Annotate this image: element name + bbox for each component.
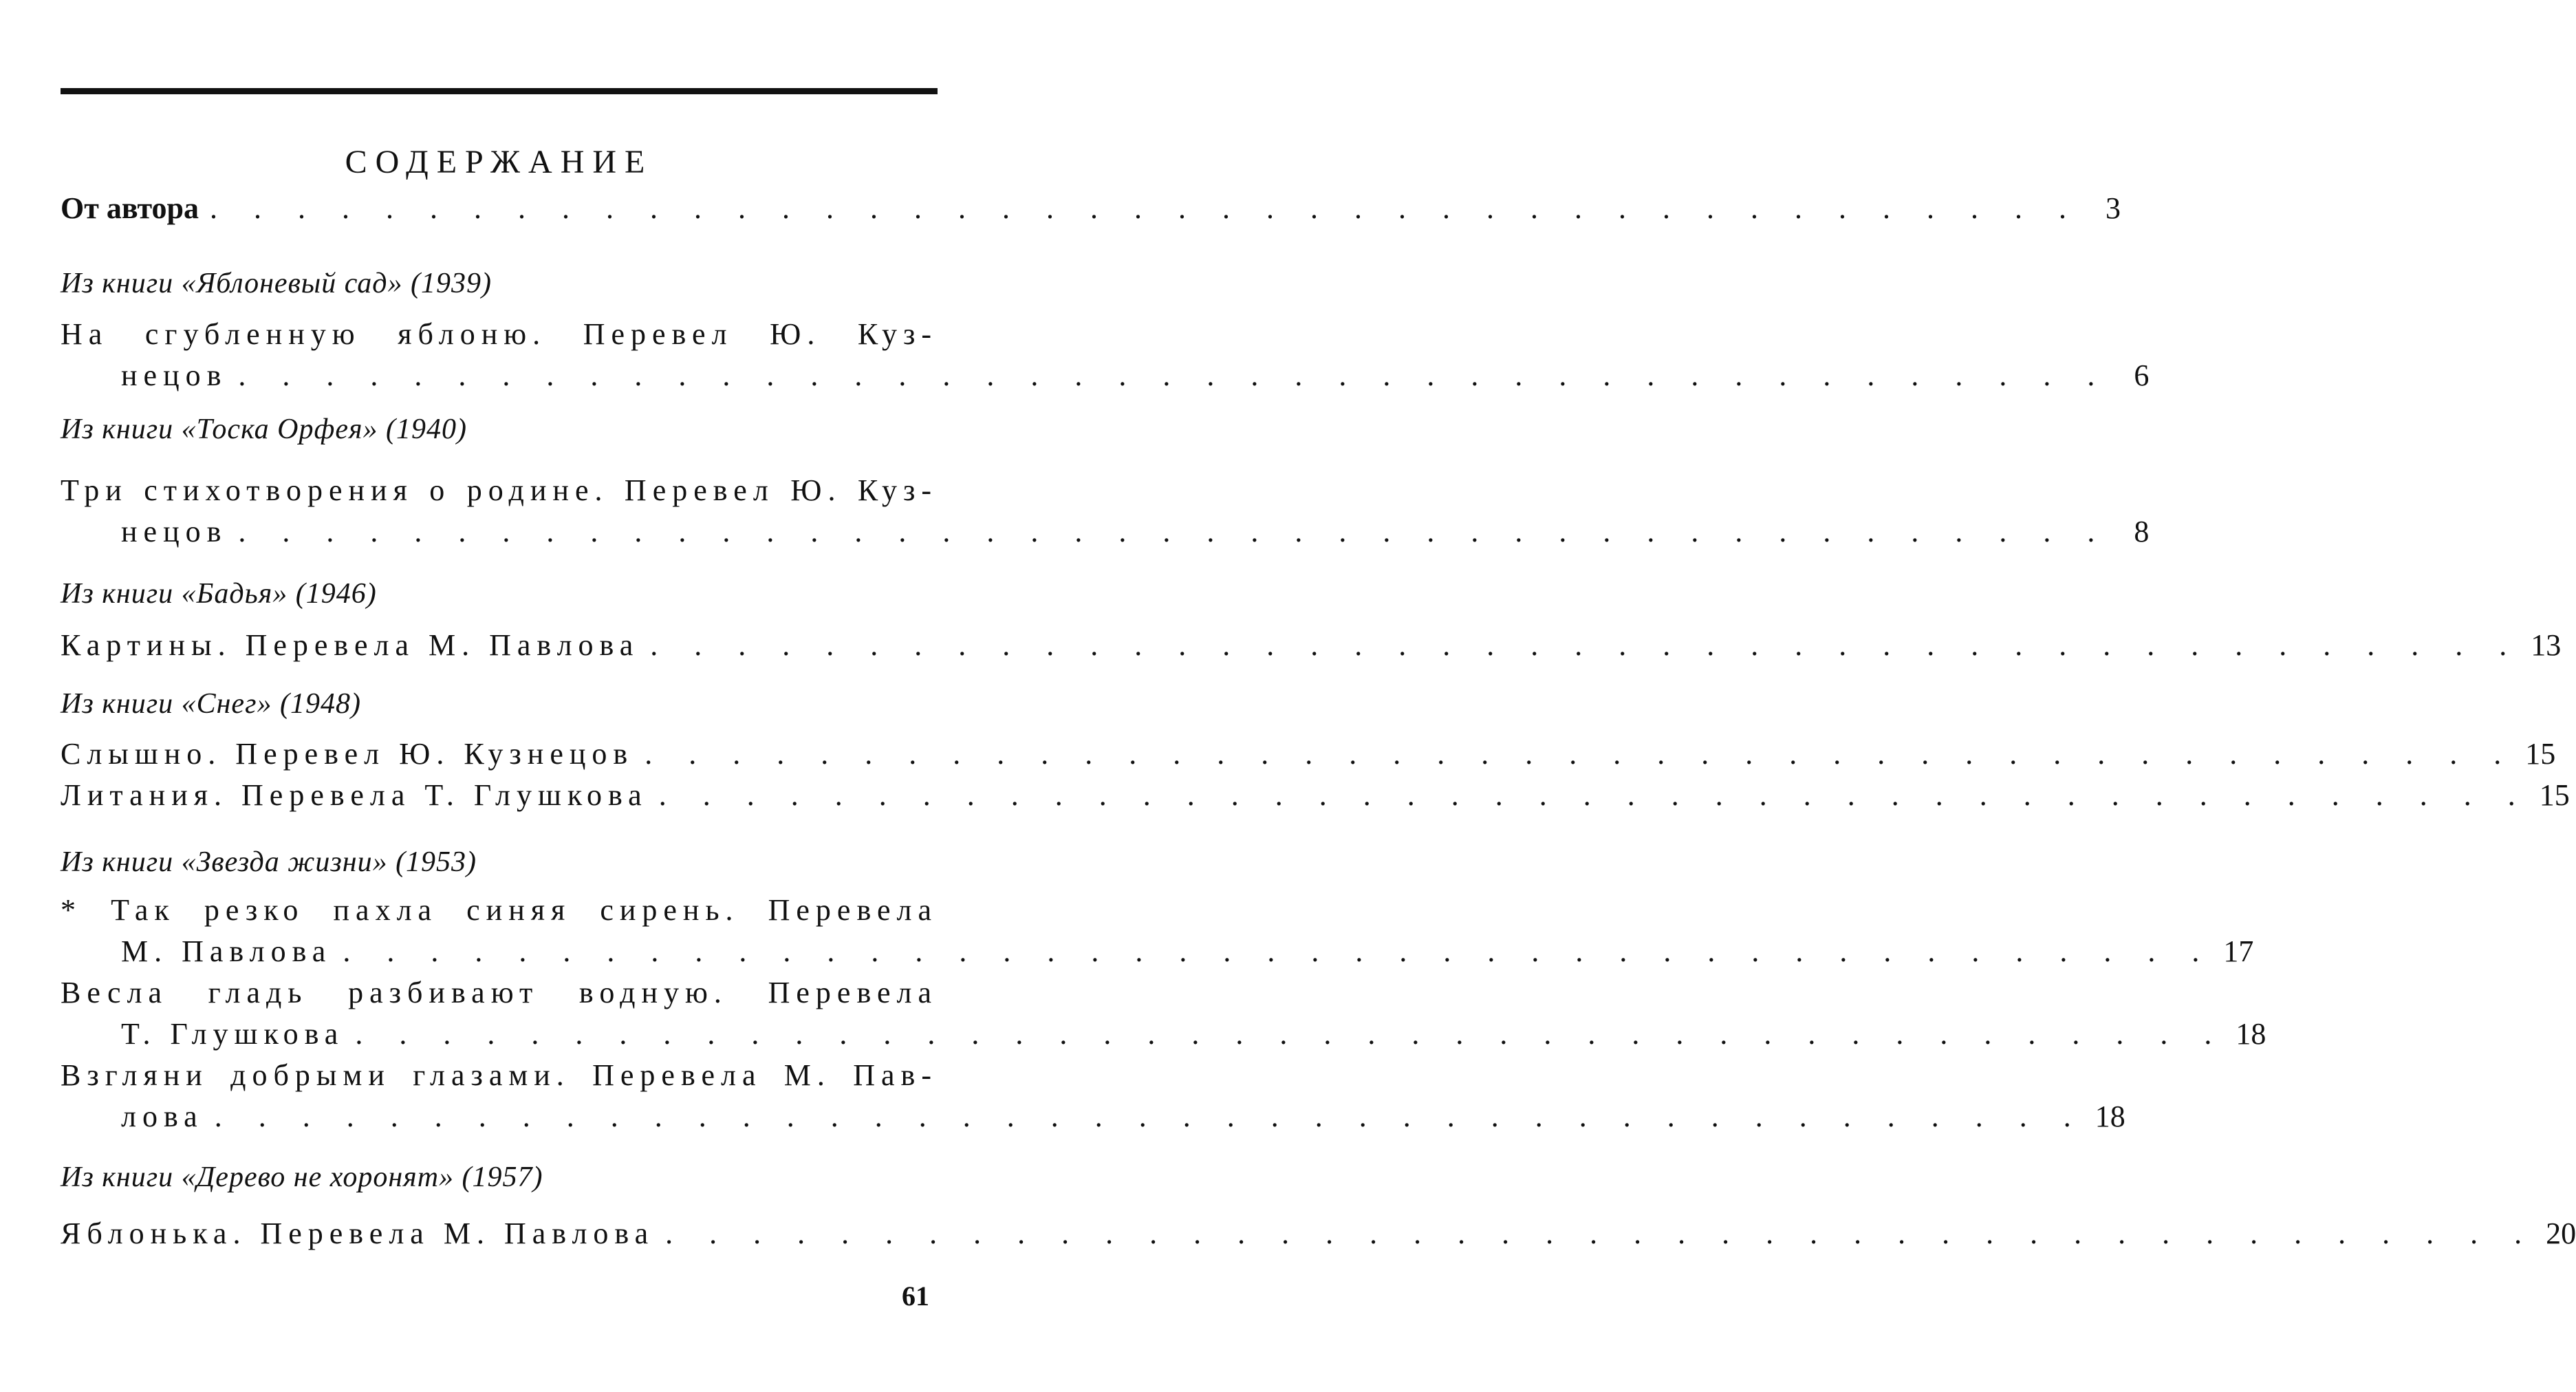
entry-title: На сгубленную яблоню. Перевел Ю. Куз- xyxy=(61,317,938,351)
entry-title: Весла гладь разбивают водную. Перевела xyxy=(61,976,938,1009)
section-heading: Из книги «Яблоневый сад» (1939) xyxy=(61,268,493,299)
page-number: 13 xyxy=(2531,628,2562,662)
entry-title: От автора xyxy=(61,191,199,225)
page-number: 17 xyxy=(2223,934,2254,968)
entry-title: Литания. Перевела Т. Глушкова xyxy=(61,778,648,812)
dot-leader: . . . . . . . . . . . . . . . . . . . . . . . . . . . . . . . . . . . . . . . . . . . xyxy=(658,778,2530,812)
section-heading: Из книги «Тоска Орфея» (1940) xyxy=(61,414,467,445)
dot-leader: . . . . . . . . . . . . . . . . . . . . . . . . . . . . . . . . . . . . . . . . . . . xyxy=(343,934,2214,968)
toc-entry xyxy=(61,735,2556,773)
toc-entry xyxy=(121,356,2150,395)
dot-leader: . . . . . . . . . . . . . . . . . . . . . . . . . . . . . . . . . . . . . . . . . . . xyxy=(645,737,2516,771)
page-number: 15 xyxy=(2525,737,2556,771)
entry-title: * Так резко пахла синяя сирень. Перевела xyxy=(61,893,938,927)
toc-entry-line xyxy=(61,471,938,510)
dot-leader: . . . . . . . . . . . . . . . . . . . . . . . . . . . . . . . . . . . . . . . . . . . xyxy=(214,1100,2086,1133)
section-heading: Из книги «Звезда жизни» (1953) xyxy=(61,846,477,878)
entry-title-continued: М. Павлова xyxy=(121,934,332,968)
toc-entry-line xyxy=(61,315,938,354)
dot-leader: . . . . . . . . . . . . . . . . . . . . . . . . . . . . . . . . . . . . . . . . . . . xyxy=(665,1217,2537,1250)
toc-entry xyxy=(61,626,2562,665)
toc-entry-line xyxy=(61,974,938,1012)
entry-title-continued: нецов xyxy=(121,358,228,392)
page-number: 18 xyxy=(2236,1017,2266,1051)
page-number: 15 xyxy=(2539,778,2570,812)
dot-leader: . . . . . . . . . . . . . . . . . . . . . . . . . . . . . . . . . . . . . . . . . . . xyxy=(210,191,2081,225)
toc-entry-intro xyxy=(61,189,2121,228)
toc-entry xyxy=(121,1015,2266,1053)
entry-title: Три стихотворения о родине. Перевел Ю. Куз- xyxy=(61,473,938,507)
entry-title: Слышно. Перевел Ю. Кузнецов xyxy=(61,737,634,771)
dot-leader: . . . . . . . . . . . . . . . . . . . . . . . . . . . . . . . . . . . . . . . . . . . xyxy=(355,1017,2227,1051)
page-folio: 61 xyxy=(902,1281,929,1311)
entry-title: Картины. Перевела М. Павлова xyxy=(61,628,640,662)
toc-entry-line xyxy=(61,891,938,930)
page-number: 20 xyxy=(2546,1217,2576,1250)
toc-entry xyxy=(121,513,2150,551)
page-number: 3 xyxy=(2106,191,2121,225)
toc-heading: СОДЕРЖАНИЕ xyxy=(345,144,653,180)
toc-entry xyxy=(121,1097,2125,1136)
page-number: 6 xyxy=(2134,358,2150,392)
toc-entry-line xyxy=(61,1056,938,1095)
entry-title: Яблонька. Перевела М. Павлова xyxy=(61,1217,655,1250)
entry-title: Взгляни добрыми глазами. Перевела М. Пав- xyxy=(61,1058,938,1092)
section-heading: Из книги «Дерево не хоронят» (1957) xyxy=(61,1161,543,1193)
section-heading: Из книги «Снег» (1948) xyxy=(61,688,361,720)
entry-title-continued: Т. Глушкова xyxy=(121,1017,345,1051)
dot-leader: . . . . . . . . . . . . . . . . . . . . . . . . . . . . . . . . . . . . . . . . . . . xyxy=(238,515,2110,548)
page-number: 8 xyxy=(2134,515,2150,548)
section-heading: Из книги «Бадья» (1946) xyxy=(61,578,377,610)
toc-entry xyxy=(61,1214,2576,1253)
page-number: 18 xyxy=(2095,1100,2125,1133)
toc-entry xyxy=(61,776,2570,815)
dot-leader: . . . . . . . . . . . . . . . . . . . . . . . . . . . . . . . . . . . . . . . . . . . xyxy=(650,628,2522,662)
entry-title-continued: лова xyxy=(121,1100,204,1133)
dot-leader: . . . . . . . . . . . . . . . . . . . . . . . . . . . . . . . . . . . . . . . . . . . xyxy=(238,358,2110,392)
entry-title-continued: нецов xyxy=(121,515,228,548)
toc-entry xyxy=(121,932,2254,971)
